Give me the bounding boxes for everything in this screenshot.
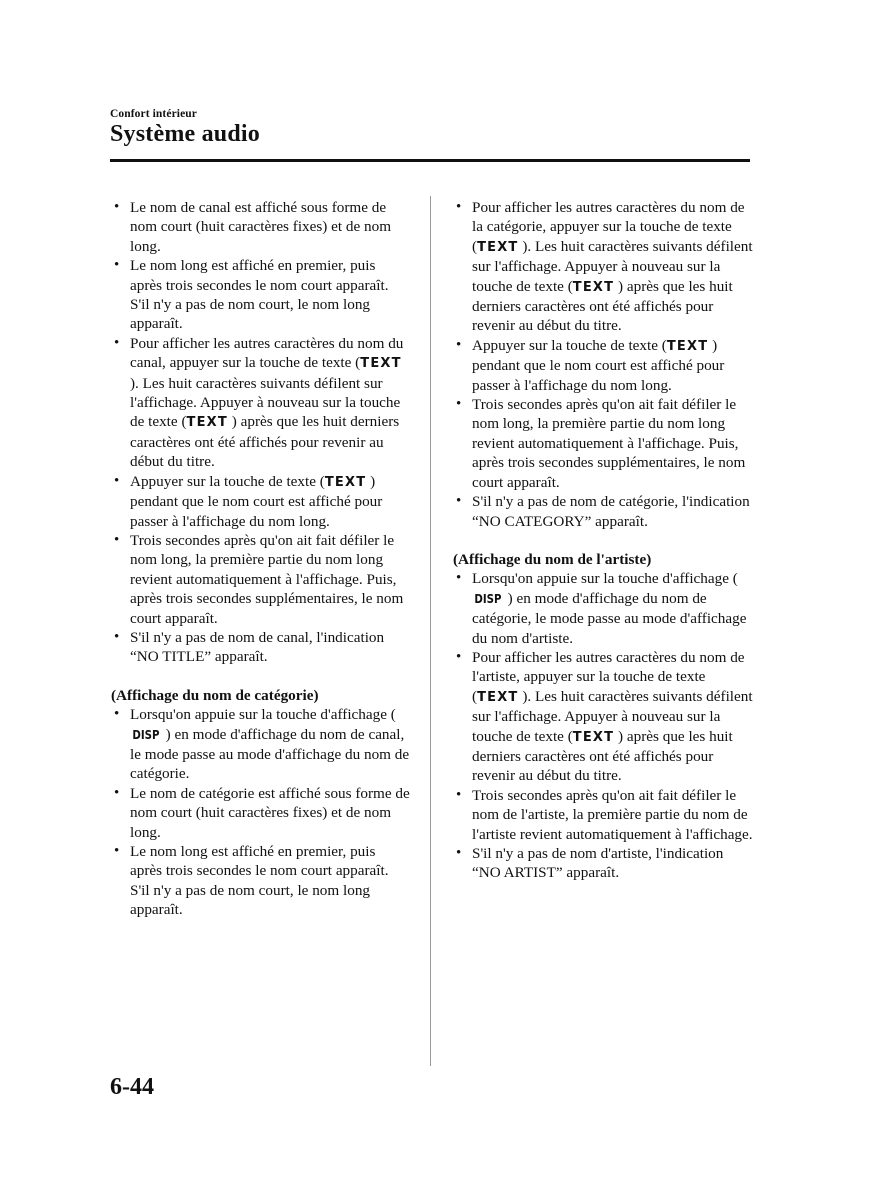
bullet-text: Appuyer sur la touche de texte (: [472, 336, 667, 354]
section-label: Confort intérieur: [110, 108, 197, 120]
text-key-label: TEXT: [477, 689, 519, 705]
bullet-text: Trois secondes après qu'on ait fait défiler le nom long, la première partie du nom long revient automatiquement à l'affichage. Puis, après trois secondes supplémentaires, le nom court apparaît.: [472, 396, 746, 491]
bullet-text: ) après que les huit derniers caractères ont été affichés pour revenir au début du titre.: [472, 727, 733, 785]
text-key-label: TEXT: [477, 239, 519, 255]
text-key-label: TEXT: [572, 729, 615, 745]
list-item: [453, 395, 753, 492]
bullet-text: ) pendant que le nom court est affiché pour passer à l'affichage du nom long.: [130, 472, 383, 530]
list-item: [111, 531, 411, 628]
category-heading: (Affichage du nom de catégorie): [111, 686, 319, 704]
bullet-text: ) après que les huit derniers caractères ont été affichés pour revenir au début du titre.: [130, 413, 400, 471]
list-item: [111, 334, 411, 472]
bullet-text: ) en mode d'affichage du nom de canal, le mode passe au mode d'affichage du nom de catégorie.: [130, 725, 410, 783]
right-column: [453, 198, 753, 883]
bullet-text: S'il n'y a pas de nom de catégorie, l'indication “NO CATEGORY” apparaît.: [472, 493, 750, 530]
bullet-text: Le nom de canal est affiché sous forme de nom court (huit caractères fixes) et de nom long.: [130, 199, 392, 255]
bullet-text: Trois secondes après qu'on ait fait défiler le nom de l'artiste, la première partie du nom de l'artiste revient automatiquement à l'affichage.: [472, 786, 753, 843]
category-continued-bullet-list: [453, 198, 753, 531]
bullet-text: ) en mode d'affichage du nom de catégorie, le mode passe au mode d'affichage du nom d'artiste.: [472, 589, 747, 647]
bullet-text: ). Les huit caractères suivants défilent sur l'affichage. Appuyer à nouveau sur la touche de texte (: [130, 374, 401, 431]
bullet-text: Pour afficher les autres caractères du nom de l'artiste, appuyer sur la touche de texte (: [472, 648, 745, 705]
bullet-text: ). Les huit caractères suivants défilent sur l'affichage. Appuyer à nouveau sur la touche de texte (: [472, 687, 753, 745]
disp-key-label: DISP: [474, 591, 502, 606]
text-key-label: TEXT: [572, 279, 615, 295]
list-item: [111, 472, 411, 531]
header-rule: [110, 159, 750, 162]
text-key-label: TEXT: [324, 474, 367, 490]
page-number: 6-44: [110, 1074, 154, 1100]
bullet-text: Le nom de catégorie est affiché sous forme de nom court (huit caractères fixes) et de nom long.: [130, 784, 410, 841]
bullet-text: Lorsqu'on appuie sur la touche d'affichage (: [130, 706, 396, 724]
column-divider: [430, 196, 431, 1066]
channel-bullet-list: [111, 198, 411, 667]
list-item: [111, 784, 411, 842]
bullet-text: S'il n'y a pas de nom d'artiste, l'indication “NO ARTIST” apparaît.: [472, 845, 724, 882]
list-item: [453, 569, 753, 648]
bullet-text: ) pendant que le nom court est affiché pour passer à l'affichage du nom long.: [472, 336, 725, 394]
bullet-text: Trois secondes après qu'on ait fait défiler le nom long, la première partie du nom long revient automatiquement à l'affichage. Puis, après trois secondes supplémentaires, le nom court apparaît.: [130, 531, 404, 627]
list-item: [453, 786, 753, 844]
text-key-label: TEXT: [666, 338, 709, 354]
page-title: Système audio: [110, 121, 260, 147]
list-item: [111, 705, 411, 784]
bullet-text: Appuyer sur la touche de texte (: [130, 472, 325, 490]
list-item: [111, 198, 411, 256]
left-column: [111, 198, 411, 920]
bullet-text: S'il n'y a pas de nom de canal, l'indication “NO TITLE” apparaît.: [130, 628, 385, 666]
bullet-text: Pour afficher les autres caractères du nom du canal, appuyer sur la touche de texte (: [130, 334, 404, 372]
bullet-text: Pour afficher les autres caractères du nom de la catégorie, appuyer sur la touche de texte (: [472, 199, 745, 255]
disp-key-label: DISP: [132, 727, 160, 742]
list-item: [453, 198, 753, 336]
text-key-label: TEXT: [360, 356, 402, 372]
list-item: [111, 842, 411, 920]
bullet-text: Le nom long est affiché en premier, puis après trois secondes le nom court apparaît. S'il n'y a pas de nom court, le nom long apparaît.: [130, 257, 389, 333]
artist-heading: (Affichage du nom de l'artiste): [453, 550, 652, 568]
bullet-text: Lorsqu'on appuie sur la touche d'affichage (: [472, 570, 738, 588]
list-item: [453, 336, 753, 395]
list-item: [111, 256, 411, 334]
list-item: [453, 492, 753, 531]
list-item: [453, 844, 753, 883]
bullet-text: ) après que les huit derniers caractères ont été affichés pour revenir au début du titre.: [472, 277, 733, 335]
text-key-label: TEXT: [186, 415, 228, 431]
artist-bullet-list: [453, 569, 753, 883]
list-item: [111, 628, 411, 667]
bullet-text: ). Les huit caractères suivants défilent sur l'affichage. Appuyer à nouveau sur la touche de texte (: [472, 237, 753, 295]
bullet-text: Le nom long est affiché en premier, puis après trois secondes le nom court apparaît. S'il n'y a pas de nom court, le nom long apparaît.: [130, 843, 389, 919]
list-item: [453, 648, 753, 786]
category-bullet-list: [111, 705, 411, 919]
